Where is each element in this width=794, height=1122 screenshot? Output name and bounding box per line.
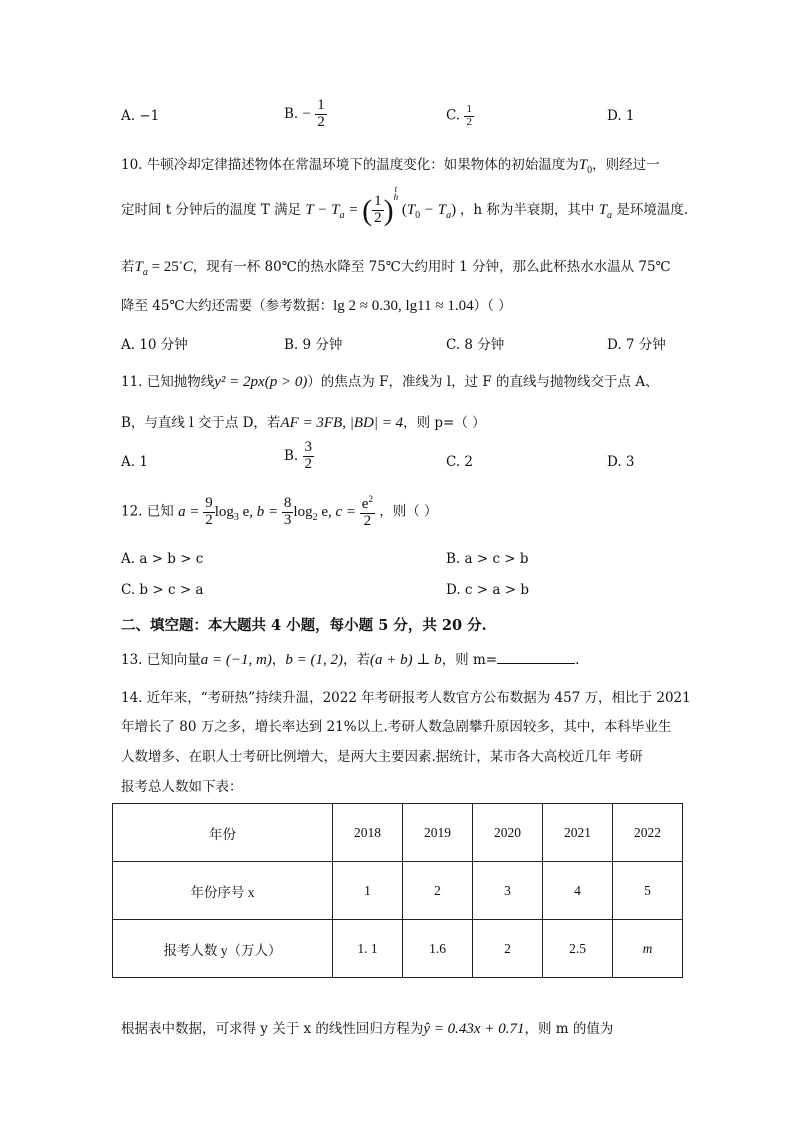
table-row (113, 804, 683, 862)
q10-option-b: B. 9 分钟 (284, 337, 343, 353)
q12-stem (121, 495, 438, 530)
q13-post: ，则 m= (441, 652, 498, 668)
q10-ta-value: $T_a = 25^\circ C$ (134, 258, 193, 278)
q11-option-b (284, 440, 314, 473)
table-cell: 报考人数 y（万人） (113, 920, 333, 978)
q9-option-b-label: B. (284, 105, 299, 122)
table-cell: m (613, 920, 683, 978)
table-cell: 2021 (543, 804, 613, 862)
q13-pre: 13. 已知向量 (121, 652, 201, 668)
q10-reference-data: lg 2 ≈ 0.30, lg11 ≈ 1.04 (333, 298, 474, 314)
q10-line4-post: ）（ ） (473, 298, 512, 314)
q9-option-b (284, 98, 327, 131)
table-cell: 年份 (113, 804, 333, 862)
q14-line4: 报考总人数如下表： (121, 779, 243, 795)
q14-after-post: ，则 m 的值为 (524, 1021, 614, 1037)
q13-vector-a: a = (−1, m) (200, 652, 272, 668)
table-cell: 2022 (613, 804, 683, 862)
table-cell: 1. 1 (333, 920, 403, 978)
q11-option-b-fraction: $\frac{3}{2}$ (304, 439, 313, 472)
table-cell: 2 (403, 862, 473, 920)
q10-ta: $T_a$ (598, 202, 613, 222)
section-heading: 二、填空题：本大题共 4 小题，每小题 5 分，共 20 分. (121, 617, 487, 634)
q12-option-d: D. c > a > b (446, 582, 529, 598)
q10-line4-pre: 降至 45℃大约还需要（参考数据： (121, 298, 334, 314)
q11-option-a: A. 1 (121, 454, 148, 470)
q11-line2-pre: B，与直线 l 交于点 D，若 (121, 415, 281, 431)
q10-line1-tail: ，则经过一 (592, 157, 660, 173)
table-cell: 2 (473, 920, 543, 978)
table-cell: 1 (333, 862, 403, 920)
q9-option-c-label: C. (446, 107, 461, 124)
q11-line2 (121, 411, 486, 432)
table-row (113, 862, 683, 920)
table-cell: 1.6 (403, 920, 473, 978)
q14-line3: 人数增多、在职人士考研比例增大，是两大主要因素.据统计，某市各大高校近几年 考研 (121, 749, 643, 765)
q13-vector-b: b = (1, 2) (285, 652, 343, 668)
q13-end: . (575, 652, 580, 668)
q12-option-c: C. b > c > a (121, 582, 204, 598)
q10-line4 (121, 294, 512, 315)
q10-option-d: D. 7 分钟 (607, 337, 666, 353)
table-cell: 3 (473, 862, 543, 920)
q13-stem (121, 648, 579, 669)
q14-after-table (121, 1017, 613, 1038)
table-cell: 年份序号 x (113, 862, 333, 920)
q11-option-d: D. 3 (607, 454, 635, 470)
q10-line2-post: ，h 称为半衰期，其中 (459, 202, 595, 219)
q9-option-b-fraction: $\frac{1}{2}$ (317, 97, 325, 130)
q10-option-a: A. 10 分钟 (121, 337, 188, 353)
q11-line1 (121, 370, 659, 391)
q13-condition: (a + b) ⊥ b (369, 652, 442, 668)
data-table (112, 803, 683, 978)
q9-option-b-sign: − (302, 105, 311, 122)
q9-option-d: D. 1 (607, 108, 635, 124)
q10-line1 (121, 153, 660, 176)
table-cell: 4 (543, 862, 613, 920)
q12-pre: 12. 已知 (121, 503, 174, 520)
q9-option-c-fraction: $\frac{1}{2}$ (466, 103, 472, 128)
table-cell: 2019 (403, 804, 473, 862)
q11-line2-post: ，则 p=（ ） (403, 415, 486, 431)
q10-line2 (121, 184, 689, 228)
q10-line1-text: 10. 牛顿冷却定律描述物体在常温环境下的温度变化：如果物体的初始温度为 (121, 157, 579, 173)
q11-line1-pre: 11. 已知抛物线 (121, 374, 215, 390)
table-row (113, 920, 683, 978)
table-cell: 2020 (473, 804, 543, 862)
q9-option-c (446, 104, 474, 128)
q10-line3-pre: 若 (121, 259, 135, 275)
table-cell: 5 (613, 862, 683, 920)
q14-line2: 年增长了 80 万之多，增长率达到 21%以上.考研人数急剧攀升原因较多，其中，本科毕业生 (121, 719, 672, 735)
table-cell: 2.5 (543, 920, 613, 978)
q11-line1-post: ）的焦点为 F，准线为 l，过 F 的直线与抛物线交于点 A、 (307, 374, 659, 390)
q12-option-a: A. a > b > c (121, 551, 204, 567)
q10-formula: $T - T_a$ = ( $\frac{1}{2}$ )$^{t h}$ $(T_0 - T_a)$ (305, 184, 457, 227)
q11-option-c: C. 2 (446, 454, 474, 470)
q10-line2-tail: 是环境温度. (616, 202, 689, 219)
q10-line3-post: ，现有一杯 80℃的热水降至 75℃大约用时 1 分钟，那么此杯热水水温从 75℃ (192, 259, 671, 275)
q12-definitions: a = $\frac{9}{2}$ $\log_3 e$, b = $\frac{8}{3}$ $\log_2 e$, c = $\frac{e^2}{2}$ (178, 494, 373, 529)
q13-sep: ， (271, 652, 286, 668)
q14-regression-equation: ŷ = 0.43x + 0.71 (423, 1021, 525, 1037)
q11-option-b-label: B. (284, 447, 299, 464)
q10-t0: $T_0$ (578, 157, 593, 176)
q10-line3 (121, 255, 671, 278)
table-cell: 2018 (333, 804, 403, 862)
q14-line1: 14. 近年来，“考研热”持续升温，2022 年考研报考人数官方公布数据为 457 万，相比于 2021 (121, 690, 691, 706)
q13-answer-blank (497, 651, 575, 664)
q11-vector-condition: AF = 3FB, |BD| = 4 (280, 415, 404, 431)
q10-line2-pre: 定时间 t 分钟后的温度 T 满足 (121, 202, 302, 219)
q11-parabola: y² = 2px(p > 0) (214, 374, 308, 390)
q13-mid: ，若 (342, 652, 370, 668)
q12-post: ，则（ ） (379, 503, 438, 520)
q14-after-pre: 根据表中数据，可求得 y 关于 x 的线性回归方程为 (121, 1021, 424, 1037)
q10-option-c: C. 8 分钟 (446, 337, 505, 353)
q9-option-a: A. −1 (121, 108, 160, 124)
q12-option-b: B. a > c > b (446, 551, 529, 567)
